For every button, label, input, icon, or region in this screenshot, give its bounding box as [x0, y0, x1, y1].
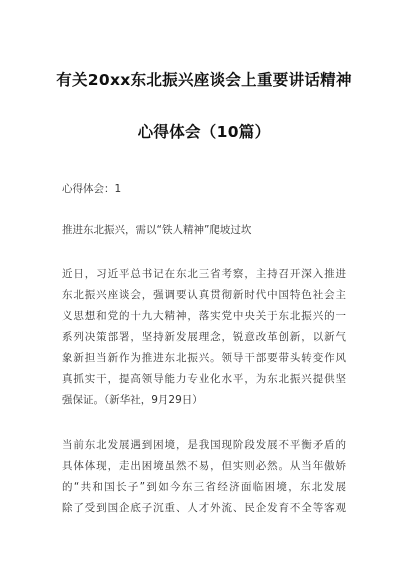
- paragraph-line: 系列决策部署，坚持新发展理念，锐意改革创新，以新气: [62, 331, 346, 343]
- paragraph-line: 强保证。（新华社，9月29日）: [62, 394, 203, 406]
- section-heading: 推进东北振兴，需以“铁人精神”爬坡过坎: [62, 224, 252, 236]
- paragraph-line: 近日，习近平总书记在东北三省考察，主持召开深入推进: [62, 268, 346, 280]
- paragraph-line: 的“共和国长子”到如今东三省经济面临困境，东北发展: [62, 481, 346, 493]
- paragraph-line: 除了受到国企底子沉重、人才外流、民企发育不全等客观: [62, 502, 346, 514]
- paragraph-line: 义思想和党的十九大精神，落实党中央关于东北振兴的一: [62, 310, 346, 322]
- paragraph-line: 真抓实干，提高领导能力专业化水平，为东北振兴提供坚: [62, 373, 346, 385]
- paragraph-line: 象新担当新作为推进东北振兴。领导干部要带头转变作风: [62, 352, 346, 364]
- document-title-line-2: 心得体会（10篇）: [137, 123, 271, 141]
- paragraph-line: 具体体现，走出困境虽然不易，但实则必然。从当年傲娇: [62, 460, 346, 472]
- paragraph-line: 东北振兴座谈会，强调要认真贯彻新时代中国特色社会主: [62, 289, 346, 301]
- document-title-line-1: 有关20xx东北振兴座谈会上重要讲话精神: [56, 71, 352, 89]
- paragraph-line: 当前东北发展遇到困境，是我国现阶段发展不平衡矛盾的: [62, 439, 346, 451]
- section-label: 心得体会：1: [62, 183, 122, 195]
